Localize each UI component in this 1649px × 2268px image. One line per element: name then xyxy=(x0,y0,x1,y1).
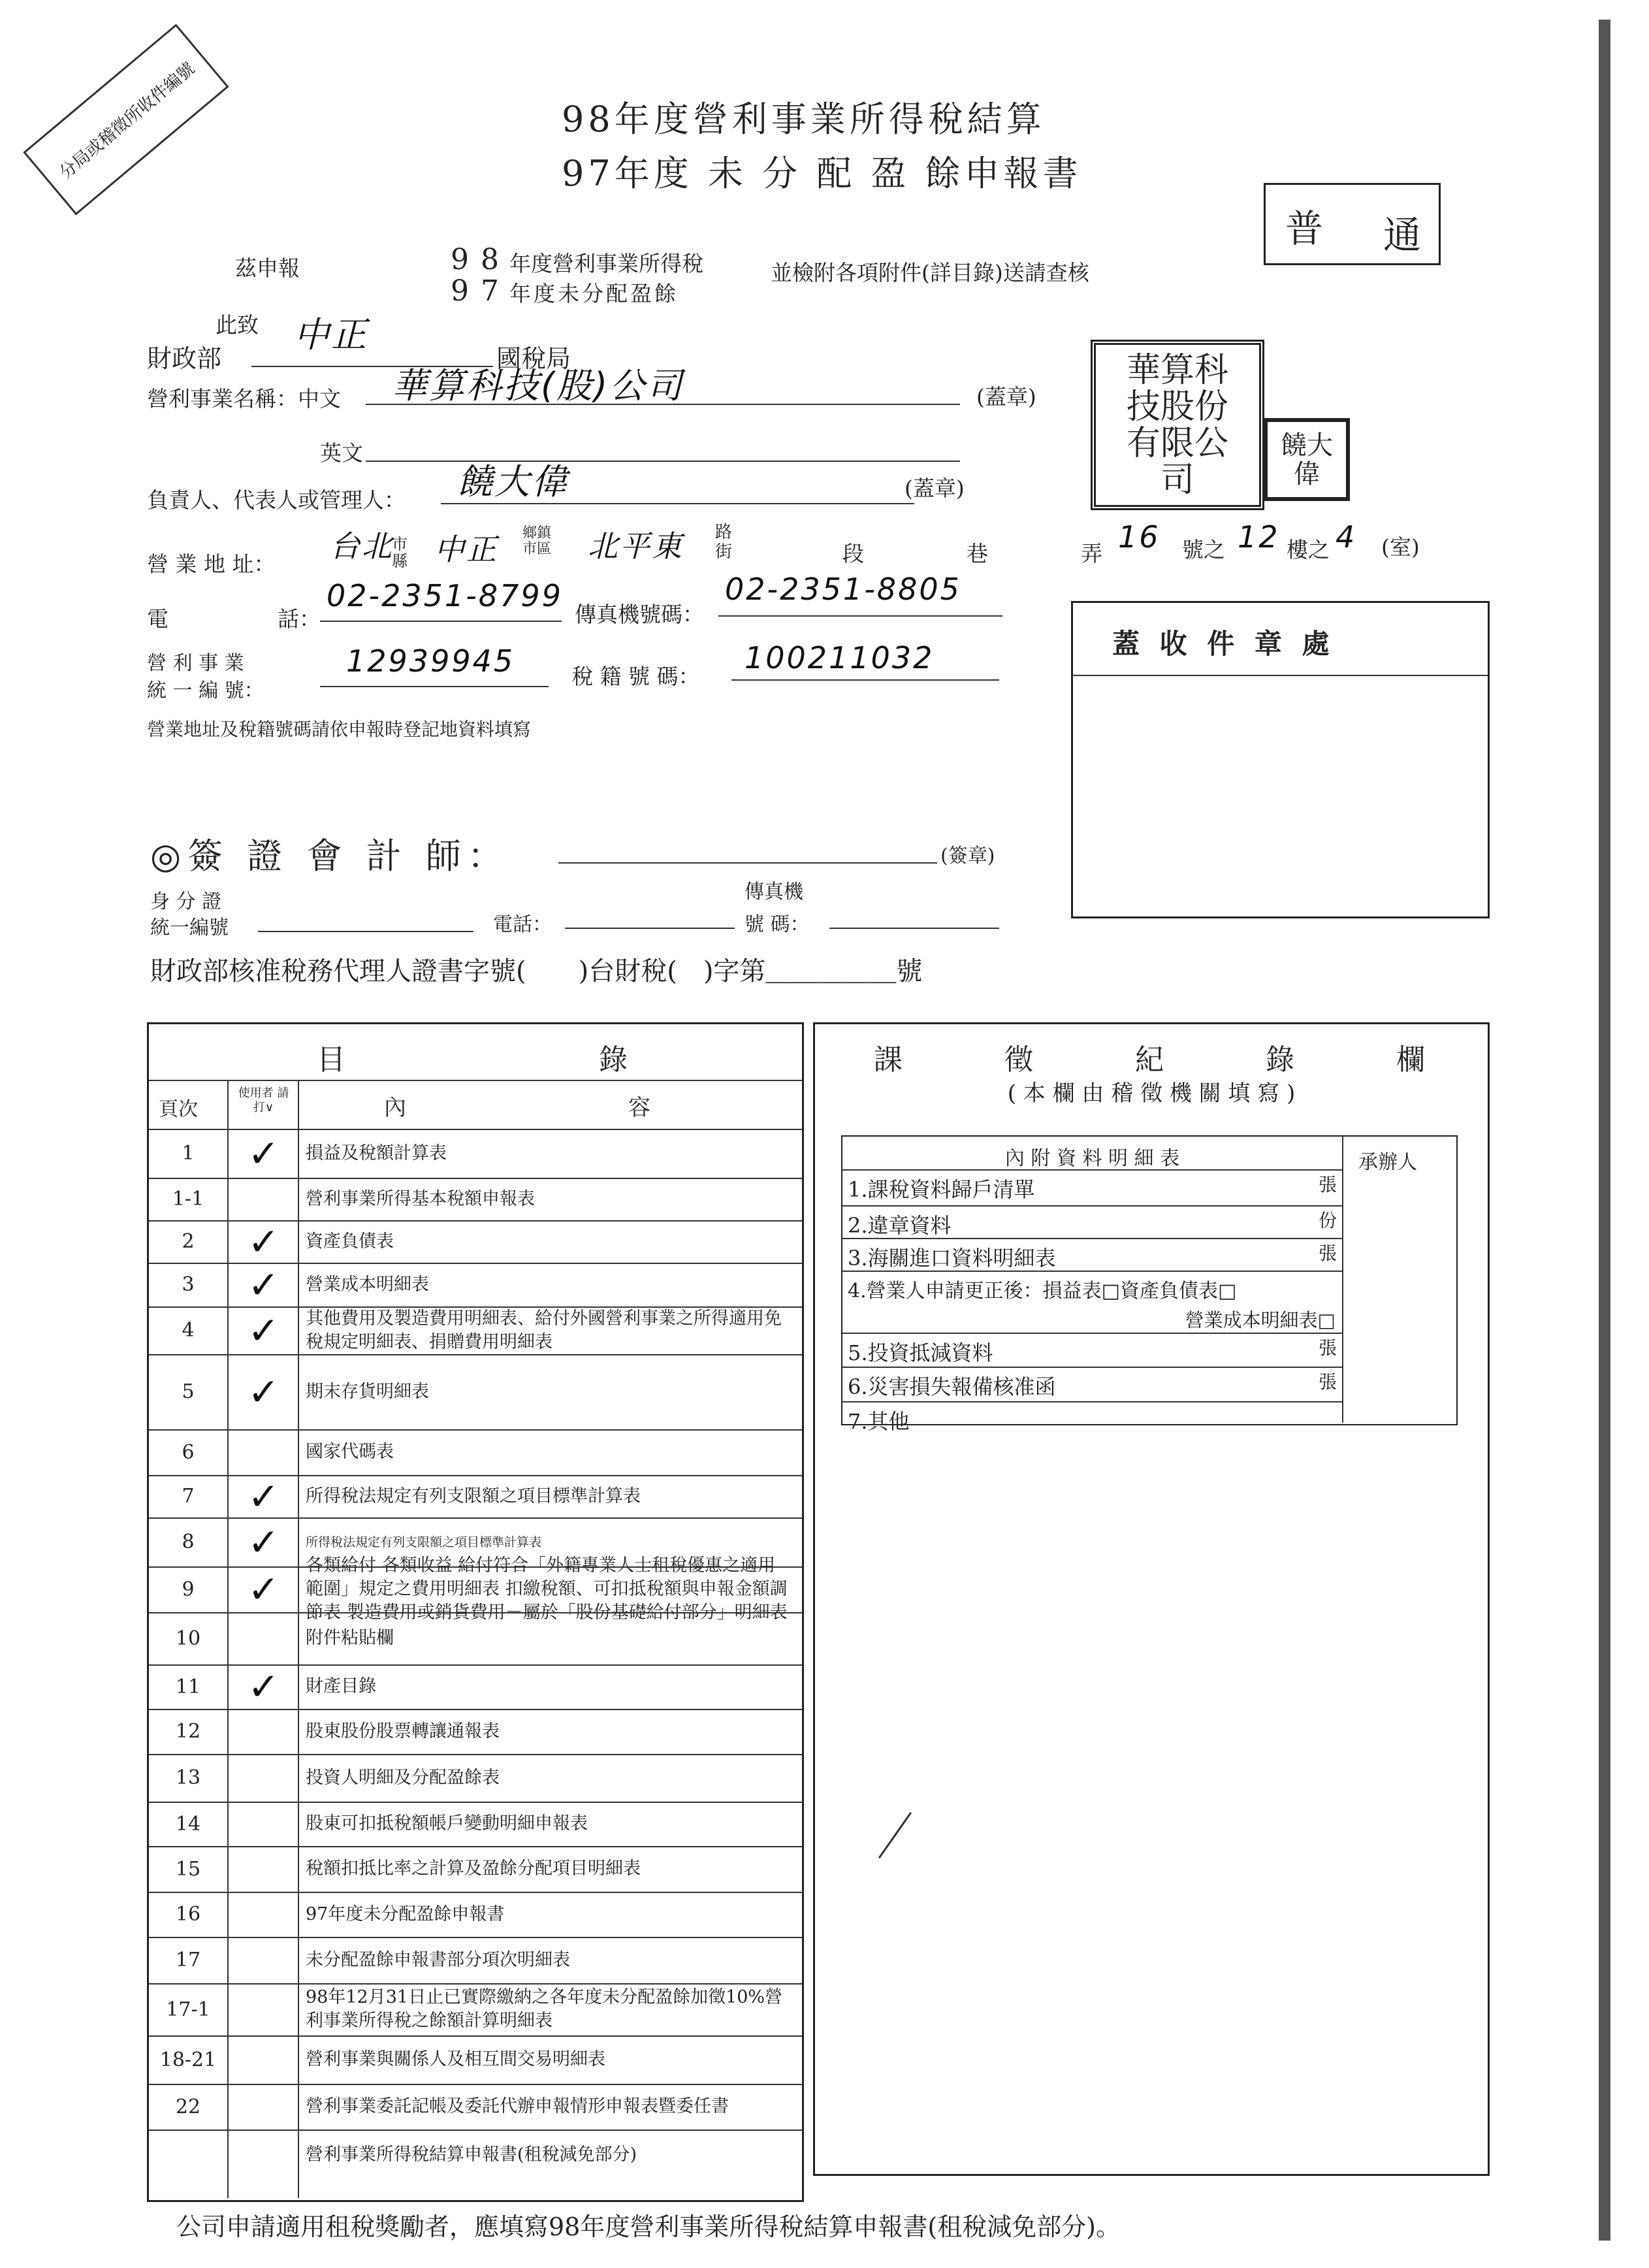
phone-underline xyxy=(320,621,562,622)
detail-row-text: 3.海關進口資料明細表 xyxy=(848,1246,1056,1271)
receipt-number-label: 分局或稽徵所收件編號 xyxy=(56,58,199,183)
accountant-label: ◎簽 證 會 計 師： xyxy=(150,835,509,877)
catalog-row-text: 營利事業與關係人及相互間交易明細表 xyxy=(306,2049,605,2069)
detail-row-text: 營業成本明細表□ xyxy=(1185,1309,1336,1331)
detail-row-text: 4.營業人申請更正後：損益表□資產負債表□ xyxy=(848,1280,1237,1303)
address-city[interactable]: 台北 xyxy=(330,528,394,564)
catalog-row xyxy=(149,1429,802,1475)
catalog-col-content: 內 容 xyxy=(384,1095,650,1121)
receipt-stamp-box xyxy=(1071,601,1490,918)
detail-row-unit: 份 xyxy=(1318,1210,1337,1231)
address-duan: 段 xyxy=(842,541,864,566)
catalog-row-page: 22 xyxy=(175,2095,201,2118)
catalog-row-page: 10 xyxy=(175,1627,201,1650)
catalog-row xyxy=(149,1129,802,1178)
catalog-row xyxy=(149,1802,802,1846)
company-seal-icon xyxy=(1091,340,1264,510)
collection-table xyxy=(813,1022,1490,2176)
address-nong: 弄 xyxy=(1081,541,1102,566)
accountant-id-label1: 身 分 證 xyxy=(150,890,222,913)
catalog-row-text: 所得稅法規定有列支限額之項目標準計算表 xyxy=(306,1485,641,1506)
address-district[interactable]: 中正 xyxy=(434,532,498,567)
tax-no-label: 稅 籍 號 碼： xyxy=(571,664,700,689)
addressee-suffix: 國稅局 xyxy=(496,344,571,373)
catalog-row-text: 損益及稅額計算表 xyxy=(306,1142,447,1163)
address-label: 營 業 地 址： xyxy=(147,551,276,577)
uniform-no-label2: 統 一 編 號： xyxy=(147,679,264,702)
representative-value[interactable]: 饒大偉 xyxy=(457,461,569,502)
catalog-row-check[interactable]: ✓ xyxy=(248,1369,280,1414)
detail-row xyxy=(842,1205,1342,1238)
category-badge xyxy=(1264,183,1441,265)
tax-no-value[interactable]: 100211032 xyxy=(744,640,935,675)
catalog-row-page: 5 xyxy=(182,1380,195,1403)
representative-seal-icon xyxy=(1264,418,1350,501)
catalog-row xyxy=(149,1178,802,1220)
catalog-row xyxy=(149,1555,802,1623)
catalog-col-page: 頁次 xyxy=(159,1098,198,1121)
catalog-row-check[interactable] xyxy=(232,1429,295,1475)
company-name-label: 營利事業名稱：中文 xyxy=(147,386,341,412)
catalog-row-page: 6 xyxy=(182,1440,195,1464)
badge-left: 普 xyxy=(1285,206,1324,251)
detail-row xyxy=(842,1367,1342,1401)
catalog-row xyxy=(149,1475,802,1517)
detail-row-unit: 張 xyxy=(1318,1242,1337,1264)
catalog-row-check[interactable]: ✓ xyxy=(248,1474,280,1519)
catalog-row-text: 投資人明細及分配盈餘表 xyxy=(306,1767,500,1788)
catalog-row-page xyxy=(149,2130,227,2180)
catalog-row-check[interactable]: ✓ xyxy=(248,1219,280,1264)
addressee-office: 中正 xyxy=(294,314,368,355)
catalog-row xyxy=(149,2035,802,2084)
catalog-row xyxy=(149,1354,802,1429)
detail-row-text: 7.其他 xyxy=(848,1409,910,1434)
catalog-row-page: 2 xyxy=(182,1230,195,1253)
catalog-row-text: 97年度未分配盈餘申報書 xyxy=(306,1904,505,1924)
catalog-title: 目 錄 xyxy=(317,1043,634,1077)
catalog-row-page: 3 xyxy=(182,1273,195,1296)
catalog-row-text: 附件粘貼欄 xyxy=(306,1628,394,1648)
title-line2: 97年度 未 分 配 盈 餘申報書 xyxy=(562,153,1082,194)
uniform-no-value[interactable]: 12939945 xyxy=(346,643,515,679)
address-xiang: 巷 xyxy=(967,541,988,566)
detail-row xyxy=(842,1333,1342,1367)
catalog-row-check[interactable] xyxy=(232,1937,295,1983)
company-name-value[interactable]: 華算科技(股)公司 xyxy=(392,365,684,406)
title-line1: 98年度營利事業所得稅結算 xyxy=(562,99,1046,140)
catalog-row xyxy=(149,1263,802,1306)
catalog-row-text: 其他費用及製造費用明細表、給付外國營利事業之所得適用免稅規定明細表、捐贈費用明細表 xyxy=(306,1308,782,1352)
catalog-row-check[interactable]: ✓ xyxy=(248,1664,280,1709)
detail-row xyxy=(842,1169,1342,1205)
accountant-fax-label1: 傳真機 xyxy=(744,881,803,903)
catalog-row xyxy=(149,1612,802,1664)
accountant-fax-label2: 號 碼： xyxy=(744,913,810,936)
address-road-unit: 路街 xyxy=(715,523,733,562)
company-seal-note: (蓋章) xyxy=(976,384,1036,410)
catalog-row xyxy=(149,1220,802,1263)
catalog-row xyxy=(149,1846,802,1892)
catalog-col-check: 使用者 請打∨ xyxy=(238,1086,289,1114)
catalog-row-check[interactable] xyxy=(232,1612,295,1664)
accountant-seal-note: (簽章) xyxy=(940,845,995,867)
scan-edge xyxy=(1599,20,1610,2241)
detail-row xyxy=(842,1303,1342,1333)
representative-seal-text: 饒大偉 xyxy=(1281,430,1333,489)
catalog-row-check[interactable]: ✓ xyxy=(248,1131,280,1176)
representative-underline xyxy=(441,503,914,504)
detail-row xyxy=(842,1238,1342,1271)
catalog-row-check[interactable] xyxy=(232,2035,295,2084)
catalog-row-page: 12 xyxy=(175,1720,201,1743)
catalog-row-check[interactable]: ✓ xyxy=(248,1262,280,1307)
addressee-label2: 財政部 xyxy=(147,344,222,373)
accountant-fax-underline xyxy=(829,928,999,929)
catalog-row-check[interactable] xyxy=(232,1892,295,1937)
declaration-prefix: 茲申報 xyxy=(235,255,300,281)
catalog-row-text: 各類給付 各類收益 給付符合「外籍專業人士租稅優惠之適用範圍」規定之費用明細表 扣繳稅額、可扣抵稅額與申報金額調節表 製造費用或銷貨費用－屬於「股份基礎給付部分」明細表 xyxy=(306,1555,788,1623)
catalog-row-text: 資產負債表 xyxy=(306,1231,394,1252)
uniform-no-underline xyxy=(320,686,549,687)
receipt-number-box xyxy=(23,24,229,215)
catalog-row-check[interactable] xyxy=(232,1178,295,1220)
catalog-row-check[interactable]: ✓ xyxy=(248,1567,280,1612)
declaration-suffix: 並檢附各項附件(詳目錄)送請查核 xyxy=(771,260,1089,285)
catalog-row-check[interactable]: ✓ xyxy=(248,1519,280,1564)
badge-right: 通 xyxy=(1383,213,1422,257)
catalog-row-check[interactable] xyxy=(232,1846,295,1892)
catalog-row-check[interactable] xyxy=(232,1802,295,1846)
catalog-row-text: 營利事業委託記帳及委託代辦申報情形申報表暨委任書 xyxy=(306,2096,729,2116)
accountant-id-label2: 統一編號 xyxy=(150,916,229,939)
accountant-id-underline xyxy=(258,931,473,932)
catalog-row-page: 15 xyxy=(175,1857,201,1881)
detail-row-unit: 張 xyxy=(1318,1174,1337,1195)
representative-label: 負責人、代表人或管理人： xyxy=(147,487,406,513)
catalog-row-text: 股東股份股票轉讓通報表 xyxy=(306,1721,500,1742)
catalog-row-page: 16 xyxy=(175,1903,201,1926)
address-sub-value[interactable]: 4 xyxy=(1336,519,1357,555)
uniform-no-label1: 營 利 事 業 xyxy=(147,652,244,675)
address-road[interactable]: 北平東 xyxy=(588,528,684,564)
address-no-value[interactable]: 16 xyxy=(1118,519,1161,555)
catalog-row-text: 未分配盈餘申報書部分項次明細表 xyxy=(306,1949,570,1970)
catalog-row xyxy=(149,1937,802,1983)
accountant-underline xyxy=(558,862,937,864)
detail-row-text: 6.災害損失報備核准函 xyxy=(848,1374,1056,1399)
catalog-row-page: 18-21 xyxy=(159,2048,217,2071)
company-english-label: 英文 xyxy=(320,440,363,466)
catalog-row xyxy=(149,1754,802,1802)
pen-stroke xyxy=(878,1812,912,1858)
catalog-row-check[interactable]: ✓ xyxy=(248,1308,280,1353)
addressee-label1: 此致 xyxy=(216,312,259,338)
catalog-row-text: 財產目錄 xyxy=(306,1676,376,1696)
catalog-row-text: 98年12月31日止已實際繳納之各年度未分配盈餘加徵10%營利事業所得稅之餘額計算明細表 xyxy=(306,1987,783,2031)
detail-row-text: 5.投資抵減資料 xyxy=(848,1340,993,1365)
address-no-label: 號之 xyxy=(1182,537,1225,562)
catalog-row xyxy=(149,1664,802,1709)
fax-label: 傳真機號碼： xyxy=(575,602,704,627)
catalog-row-text: 營利事業所得基本稅額申報表 xyxy=(306,1188,535,1209)
catalog-row-page: 4 xyxy=(182,1319,195,1342)
detail-row-text: 2.違章資料 xyxy=(848,1213,952,1238)
catalog-row-page: 13 xyxy=(175,1766,201,1789)
catalog-table xyxy=(147,1022,804,2202)
representative-seal-note: (蓋章) xyxy=(905,476,965,501)
declaration-year1-text: 年度營利事業所得稅 xyxy=(509,251,703,276)
detail-row xyxy=(842,1271,1342,1303)
catalog-row xyxy=(149,1709,802,1754)
address-note: 營業地址及稅籍號碼請依申報時登記地資料填寫 xyxy=(147,719,532,740)
catalog-row-page: 7 xyxy=(182,1485,195,1508)
catalog-row-text: 營利事業所得稅結算申報書(租稅減免部分) xyxy=(306,2145,637,2165)
catalog-row-text: 期末存貨明細表 xyxy=(306,1381,429,1402)
catalog-row-text: 股東可扣抵稅額帳戶變動明細申報表 xyxy=(306,1813,588,1834)
catalog-row-check[interactable] xyxy=(232,1983,295,2035)
declaration-year1: 98 xyxy=(451,243,511,276)
company-seal-text: 華算科技股份有限公司 xyxy=(1126,350,1228,500)
catalog-row xyxy=(149,2130,802,2180)
declaration-year2-text: 年度未分配盈餘 xyxy=(509,281,679,306)
catalog-row xyxy=(149,2084,802,2130)
detail-row xyxy=(842,1401,1342,1434)
page-title xyxy=(562,91,1215,196)
catalog-row-page: 11 xyxy=(175,1675,201,1698)
catalog-row-check[interactable] xyxy=(232,1709,295,1754)
company-name-underline xyxy=(366,404,960,405)
address-district-unit: 鄉鎮市區 xyxy=(522,525,552,557)
catalog-row-page: 14 xyxy=(175,1812,201,1836)
address-room: (室) xyxy=(1381,534,1420,560)
fax-underline xyxy=(718,615,1002,617)
catalog-row-page: 1 xyxy=(182,1142,195,1165)
catalog-row xyxy=(149,1983,802,2035)
declaration-year2: 97 xyxy=(451,274,511,308)
catalog-row-page: 9 xyxy=(182,1578,195,1601)
catalog-row-check[interactable] xyxy=(232,1754,295,1802)
catalog-row-text: 國家代碼表 xyxy=(306,1442,394,1462)
collection-title: 課 徵 紀 錄 欄 xyxy=(874,1043,1429,1077)
address-city-unit: 市縣 xyxy=(392,535,408,570)
detail-table-header: 內 附 資 料 明 細 表 xyxy=(1004,1147,1180,1170)
catalog-row-check[interactable] xyxy=(232,2084,295,2130)
detail-row-unit: 張 xyxy=(1318,1371,1337,1393)
catalog-row-page: 17-1 xyxy=(166,1998,210,2021)
receipt-stamp-title: 蓋 收 件 章 處 xyxy=(1112,628,1335,660)
catalog-row-page: 17 xyxy=(175,1949,201,1971)
collection-subtitle: ( 本 欄 由 稽 徵 機 關 填 寫 ) xyxy=(1007,1080,1296,1107)
detail-handler: 承辦人 xyxy=(1358,1151,1417,1174)
detail-row-unit: 張 xyxy=(1318,1337,1337,1359)
footer-note: 公司申請適用租稅獎勵者，應填寫98年度營利事業所得稅結算申報書(租稅減免部分)。 xyxy=(176,2212,1121,2241)
catalog-row xyxy=(149,1306,802,1354)
accountant-phone-label: 電話： xyxy=(493,913,552,936)
fax-value[interactable]: 02-2351-8805 xyxy=(725,572,961,607)
catalog-row xyxy=(149,1892,802,1937)
agent-line: 財政部核准稅務代理人證書字號( )台財稅( )字第＿＿＿＿＿號 xyxy=(150,956,923,986)
company-english-underline xyxy=(366,461,960,462)
accountant-phone-underline xyxy=(565,928,735,929)
address-floor-label: 樓之 xyxy=(1287,537,1330,562)
catalog-row-page: 8 xyxy=(182,1531,195,1553)
catalog-row-check[interactable] xyxy=(232,2130,295,2180)
detail-row-text: 1.課稅資料歸戶清單 xyxy=(848,1177,1035,1202)
phone-value[interactable]: 02-2351-8799 xyxy=(327,578,563,613)
catalog-row-text: 稅額扣抵比率之計算及盈餘分配項目明細表 xyxy=(306,1858,641,1879)
phone-label2: 話： xyxy=(278,606,321,632)
address-floor-value[interactable]: 12 xyxy=(1238,519,1280,555)
catalog-row-text: 營業成本明細表 xyxy=(306,1274,429,1295)
detail-table xyxy=(841,1135,1458,1434)
catalog-row-text: 所得稅法規定有列支限額之項目標準計算表 xyxy=(306,1534,542,1549)
tax-no-underline xyxy=(731,679,999,681)
catalog-row-page: 1-1 xyxy=(172,1188,204,1210)
phone-label: 電 xyxy=(147,606,168,632)
